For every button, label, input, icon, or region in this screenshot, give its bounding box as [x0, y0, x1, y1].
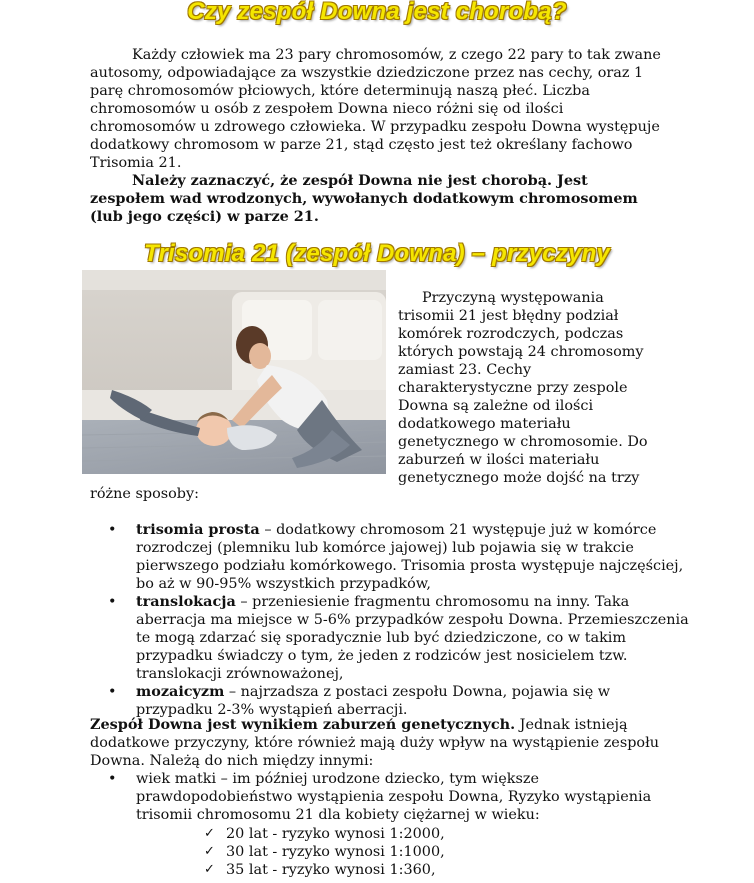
heading-causes: Trisomia 21 (zespół Downa) – przyczyny — [144, 240, 610, 267]
list-item — [90, 593, 690, 683]
causes-tail: różne sposoby: — [90, 486, 199, 502]
heading-down-syndrome-disease: Czy zespół Downa jest chorobą? — [187, 0, 567, 25]
trisomy-types-list — [90, 521, 690, 719]
risk-text: 35 lat - ryzyko wynosi 1:360, — [226, 862, 436, 878]
genetic-paragraph — [90, 716, 690, 770]
intro-bold-paragraph: Należy zaznaczyć, że zespół Downa nie jest chorobą. Jest zespołem wad wrodzonych, wywołanych dodatkowym chromosomem (lub jego części) w parze 21. — [90, 172, 638, 225]
bullet-icon: • — [108, 594, 117, 610]
list-item — [204, 861, 445, 879]
description: – przeniesienie fragmentu chromosomu na inny. Taka aberracja ma miejsce w 5-6% przypadków zespołu Downa. Przemieszczenia te mogą zdarzać się sporadycznie lub być dziedziczone, co w takim przypadku świadczy o tym, że jeden z rodziców jest nosicielem tzw. translokacji zrównoważonej, — [136, 594, 689, 682]
list-item — [204, 825, 445, 843]
check-icon: ✓ — [204, 844, 215, 859]
term: mozaicyzm — [136, 683, 225, 700]
mother-baby-photo — [82, 270, 386, 474]
check-icon: ✓ — [204, 862, 215, 877]
description: – najrzadsza z postaci zespołu Downa, pojawia się w przypadku 2-3% wystąpień aberracji. — [136, 684, 611, 718]
description: – dodatkowy chromosom 21 występuje już w komórce rozrodczej (plemniku lub komórce jajowej) lub pojawia się w trakcie pierwszego podziału komórkowego. Trisomia prosta występuje najczęściej, bo aż w 90-95% wszystkich przypadków, — [136, 522, 684, 592]
factor-text: wiek matki – im później urodzone dziecko, tym większe prawdopodobieństwo wystąpienia zespołu Downa, Ryzyko wystąpienia trisomii chromosomu 21 dla kobiety ciężarnej w wieku: — [136, 771, 652, 823]
list-item — [204, 843, 445, 861]
risk-text: 20 lat - ryzyko wynosi 1:2000, — [226, 826, 445, 842]
risk-text: 30 lat - ryzyko wynosi 1:1000, — [226, 844, 445, 860]
intro-section — [90, 46, 665, 226]
bullet-icon: • — [108, 771, 117, 787]
causes-text: Przyczyną występowania trisomii 21 jest błędny podział komórek rozrodczych, podczas których powstają 24 chromosomy zamiast 23. Cechy charakterystyczne przy zespole Downa są zależne od ilości dodatkowego materiału genetycznego w chromosomie. Do zaburzeń w ilości materiału genetycznego może dojść na trzy — [398, 290, 648, 486]
intro-paragraph: Każdy człowiek ma 23 pary chromosomów, z czego 22 pary to tak zwane autosomy, odpowiadające za wszystkie dziedziczone przez nas cechy, oraz 1 parę chromosomów płciowych, które determinują naszą płeć. Liczba chromosomów u osób z zespołem Downa nieco różni się od ilości chromosomów u zdrowego człowieka. W przypadku zespołu Downa występuje dodatkowy chromosom w parze 21, stąd często jest też określany fachowo Trisomia 21. — [90, 47, 661, 171]
age-risk-list — [204, 825, 445, 879]
list-item — [90, 683, 690, 719]
term: translokacja — [136, 593, 236, 610]
list-item — [90, 521, 690, 593]
check-icon: ✓ — [204, 826, 215, 841]
genetic-normal: Jednak istnieją dodatkowe przyczyny, które również mają duży wpływ na wystąpienie zespołu Downa. Należą do nich między innymi: — [90, 717, 660, 769]
bullet-icon: • — [108, 684, 117, 700]
genetic-bold: Zespół Downa jest wynikiem zaburzeń genetycznych. — [90, 716, 516, 733]
term: trisomia prosta — [136, 521, 260, 538]
list-item — [90, 770, 690, 824]
causes-paragraph — [398, 289, 660, 487]
risk-factors-list — [90, 770, 690, 824]
bullet-icon: • — [108, 522, 117, 538]
